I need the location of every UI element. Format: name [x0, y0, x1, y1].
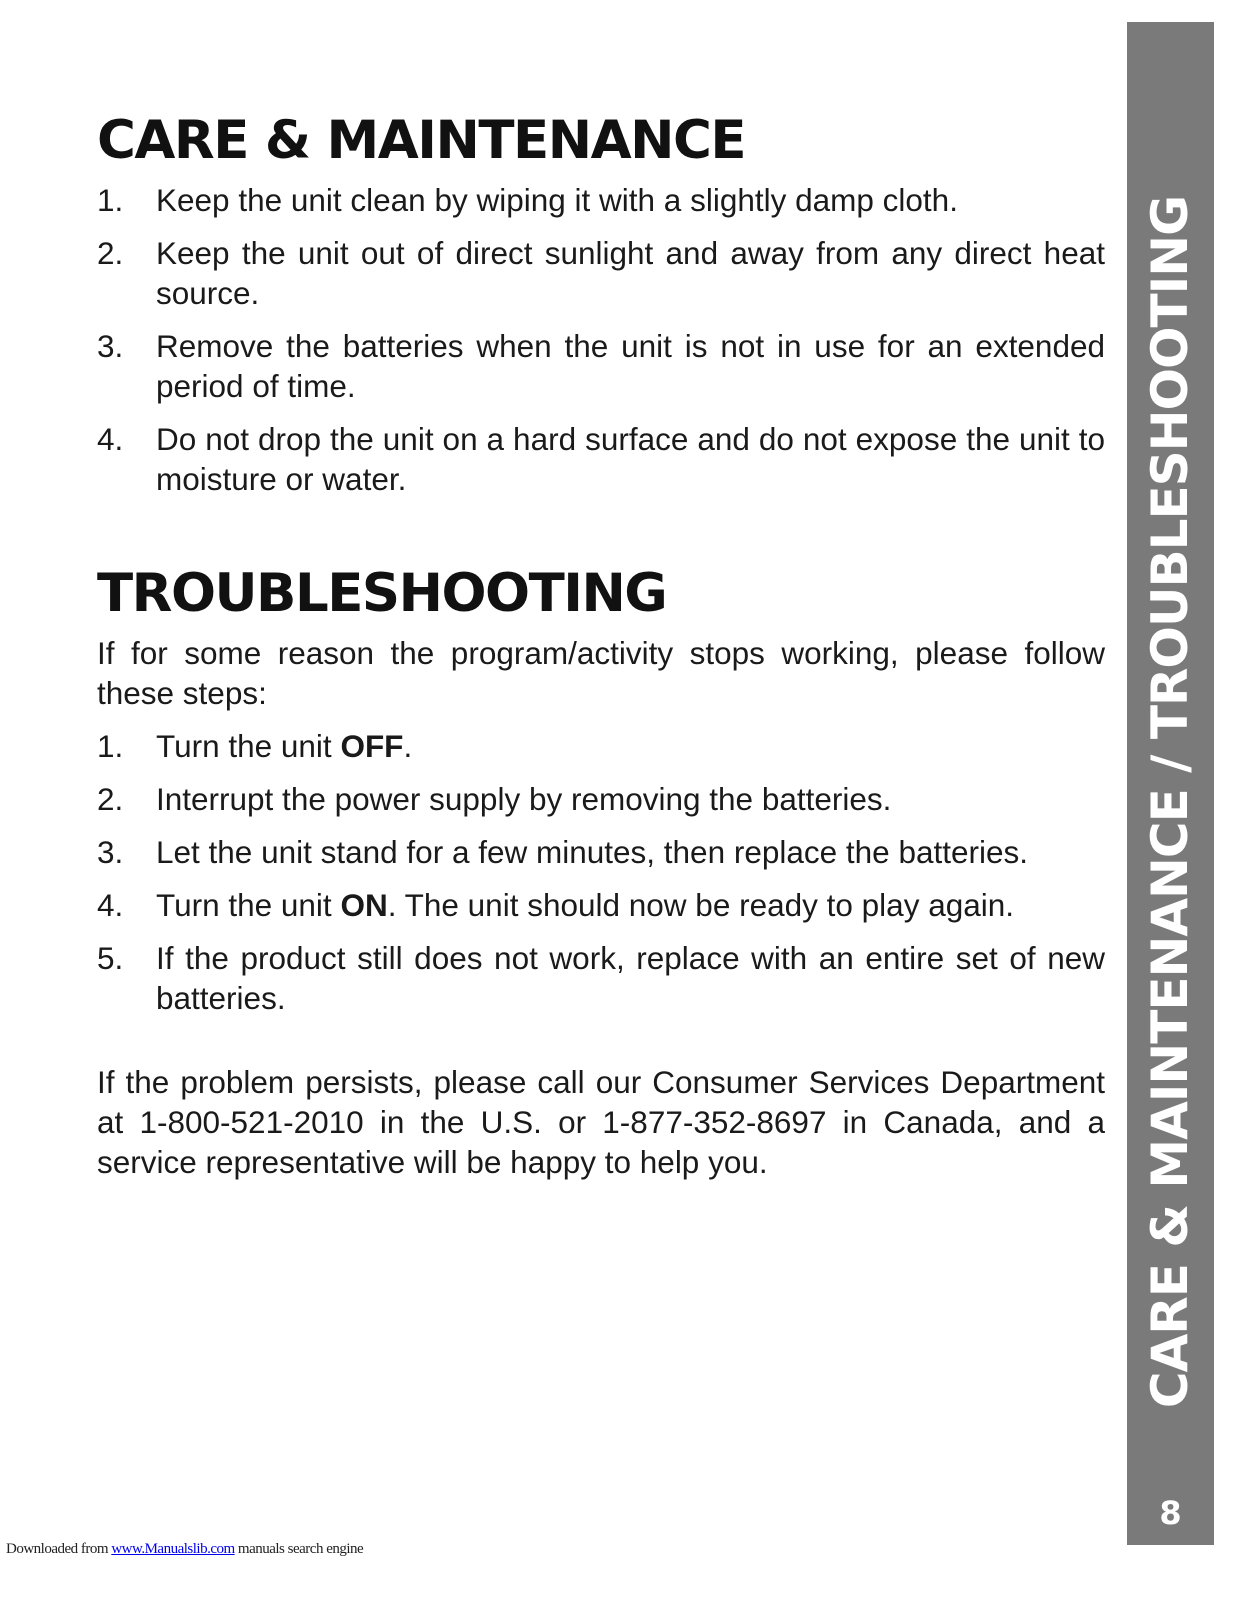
item-text-before: Turn the unit	[156, 728, 341, 764]
footer-suffix: manuals search engine	[234, 1541, 364, 1557]
item-text: Do not drop the unit on a hard surface and do not expose the unit to moisture or water.	[156, 421, 1105, 497]
list-item	[97, 326, 1105, 406]
item-text: Keep the unit out of direct sunlight and away from any direct heat source.	[156, 235, 1105, 311]
item-text-after: . The unit should now be ready to play again.	[387, 887, 1015, 923]
item-number: 3.	[97, 834, 124, 870]
care-list	[97, 180, 1105, 499]
item-text-bold: ON	[340, 887, 388, 923]
footer-prefix: Downloaded from	[6, 1541, 112, 1557]
item-number: 3.	[97, 328, 124, 364]
list-item	[97, 726, 1105, 766]
item-number: 5.	[97, 940, 124, 976]
list-item	[97, 779, 1105, 819]
manualslib-link[interactable]: www.Manualslib.com	[111, 1541, 235, 1557]
troubleshooting-intro: If for some reason the program/activity stops working, please follow these steps:	[97, 635, 1105, 711]
sidebar-title: CARE & MAINTENANCE / TROUBLESHOOTING	[1141, 195, 1199, 1409]
item-text-after: .	[403, 728, 413, 764]
item-number: 4.	[97, 421, 124, 457]
list-item	[97, 233, 1105, 313]
item-number: 1.	[97, 182, 124, 218]
download-footer	[6, 1541, 363, 1558]
care-heading: CARE & MAINTENANCE	[97, 110, 746, 171]
page-number: 8	[1159, 1494, 1182, 1532]
item-text: Interrupt the power supply by removing the batteries.	[156, 781, 892, 817]
item-text-before: Turn the unit	[156, 887, 341, 923]
item-text-bold: OFF	[340, 728, 404, 764]
item-text: Keep the unit clean by wiping it with a slightly damp cloth.	[156, 182, 958, 218]
item-number: 2.	[97, 235, 124, 271]
troubleshooting-closing: If the problem persists, please call our Consumer Services Department at 1-800-521-2010 in the U.S. or 1-877-352-8697 in Canada, and a service representative will be happy to help you.	[97, 1064, 1105, 1180]
page-content	[97, 110, 1105, 1195]
section-sidebar	[1127, 22, 1214, 1545]
list-item	[97, 419, 1105, 499]
list-item	[97, 180, 1105, 220]
item-number: 2.	[97, 781, 124, 817]
list-item	[97, 832, 1105, 872]
item-text: Let the unit stand for a few minutes, then replace the batteries.	[156, 834, 1029, 870]
troubleshooting-list	[97, 726, 1105, 1018]
list-item	[97, 885, 1105, 925]
item-number: 1.	[97, 728, 124, 764]
item-number: 4.	[97, 887, 124, 923]
item-text: If the product still does not work, replace with an entire set of new batteries.	[156, 940, 1105, 1016]
troubleshooting-heading: TROUBLESHOOTING	[97, 563, 667, 624]
item-text: Remove the batteries when the unit is not in use for an extended period of time.	[156, 328, 1105, 404]
list-item	[97, 938, 1105, 1018]
